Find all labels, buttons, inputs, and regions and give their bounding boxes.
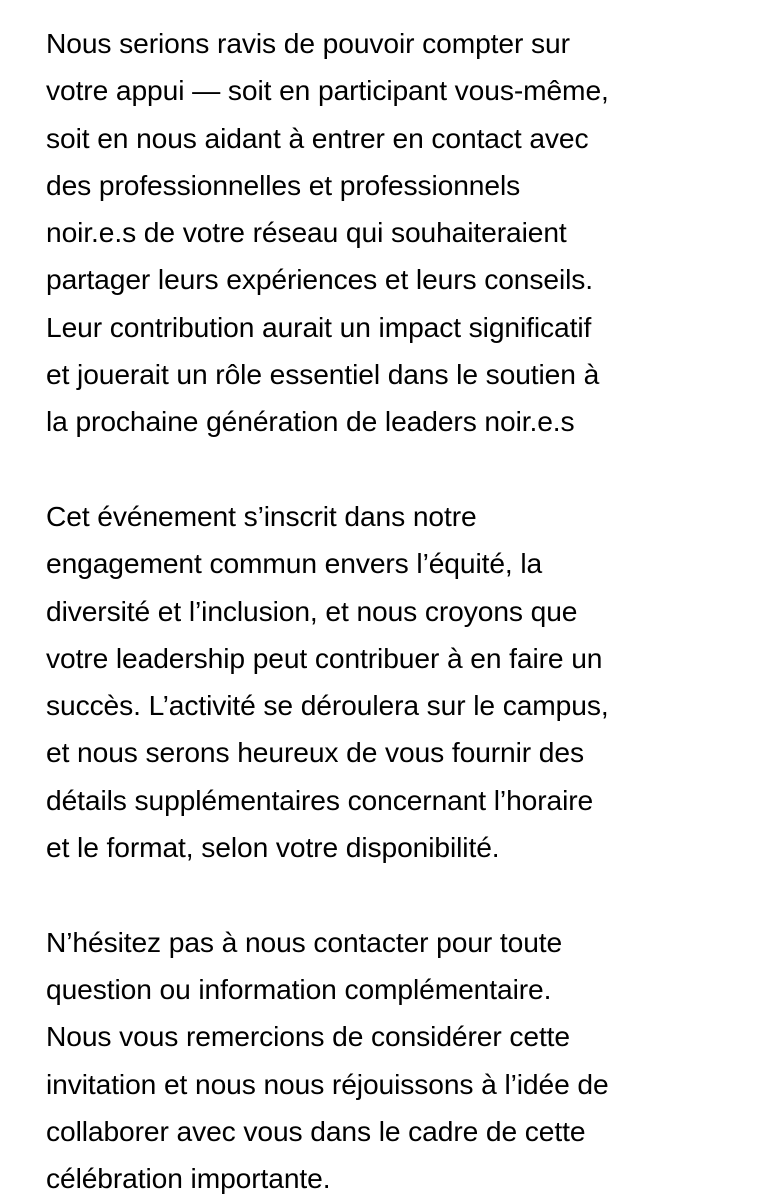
- text-line: et nous serons heureux de vous fournir des: [46, 736, 584, 769]
- text-line: engagement commun envers l’équité, la: [46, 547, 543, 580]
- text-line: des professionnelles et professionnels: [46, 168, 521, 201]
- text-line: collaborer avec vous dans le cadre de cette: [46, 1114, 586, 1147]
- text-line: et le format, selon votre disponibilité.: [46, 831, 500, 864]
- paragraph-closing: [46, 919, 736, 1202]
- paragraph-support-request: [46, 20, 736, 446]
- text-line: succès. L’activité se déroulera sur le campus,: [46, 689, 609, 722]
- text-line: votre appui — soit en participant vous-même,: [46, 74, 609, 107]
- text-line: diversité et l’inclusion, et nous croyons que: [46, 594, 578, 627]
- text-line: Cet événement s’inscrit dans notre: [46, 499, 477, 532]
- text-line: invitation et nous nous réjouissons à l’idée de: [46, 1067, 609, 1100]
- text-line: détails supplémentaires concernant l’horaire: [46, 783, 594, 816]
- paragraph-gap: [46, 871, 736, 918]
- paragraph-event-details: [46, 493, 736, 871]
- text-line: partager leurs expériences et leurs conseils.: [46, 263, 594, 296]
- text-line: Nous vous remercions de considérer cette: [46, 1020, 570, 1053]
- text-line: soit en nous aidant à entrer en contact avec: [46, 121, 589, 154]
- message-body: [46, 20, 736, 1202]
- paragraph-gap: [46, 446, 736, 493]
- text-line: et jouerait un rôle essentiel dans le soutien à: [46, 358, 600, 391]
- text-line: Nous serions ravis de pouvoir compter sur: [46, 27, 570, 59]
- text-line: Leur contribution aurait un impact significatif: [46, 310, 592, 343]
- text-line: question ou information complémentaire.: [46, 972, 552, 1005]
- text-line: célébration importante.: [46, 1162, 331, 1195]
- text-line: la prochaine génération de leaders noir.e.s: [46, 405, 575, 438]
- text-line: votre leadership peut contribuer à en faire un: [46, 641, 603, 674]
- text-line: N’hésitez pas à nous contacter pour toute: [46, 925, 563, 958]
- text-line: noir.e.s de votre réseau qui souhaiteraient: [46, 216, 567, 249]
